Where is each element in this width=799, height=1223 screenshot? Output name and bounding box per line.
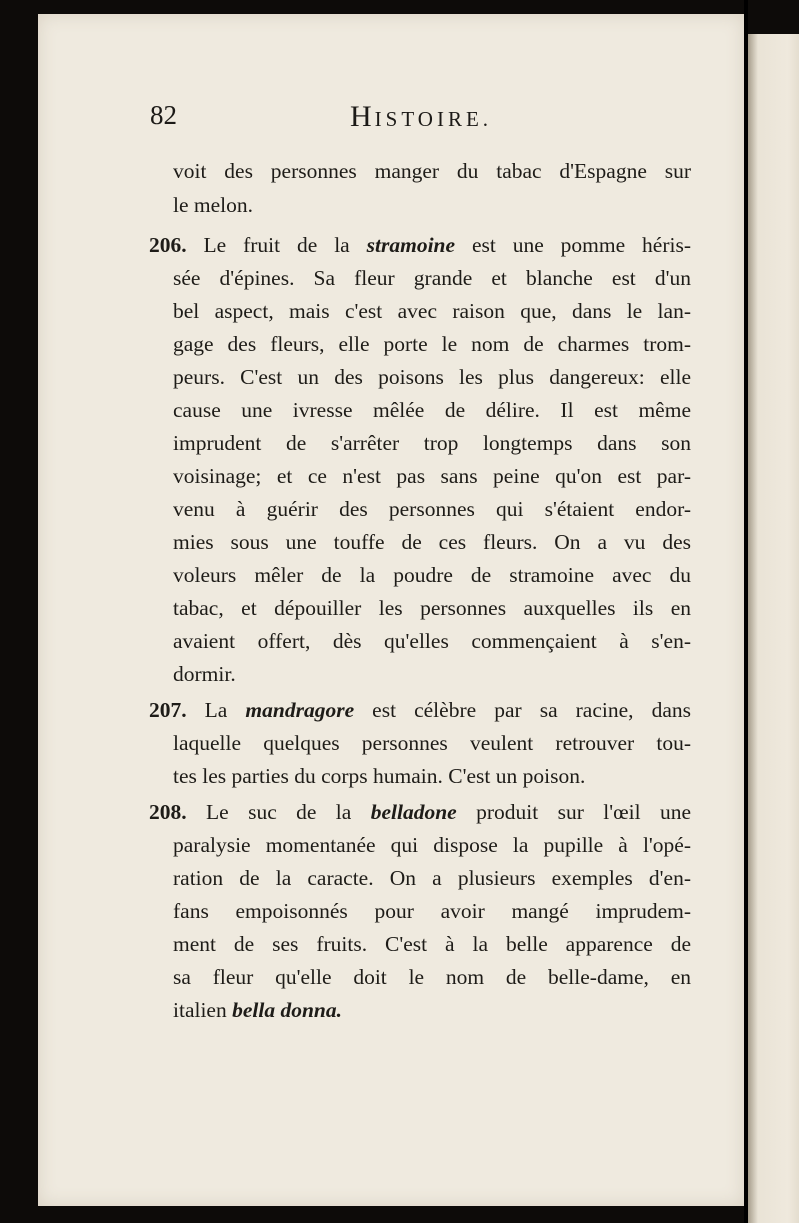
text-line: ration de la caracte. On a plusieurs exemples d'en- [173,866,691,890]
text-span: La [204,698,228,722]
text-line: gage des fleurs, elle porte le nom de charmes trom- [173,332,691,356]
text-span: produit sur l'œil une [476,800,692,824]
text-line: dormir. [173,662,236,686]
paragraph-number: 208. [149,800,187,824]
text-line: voisinage; et ce n'est pas sans peine qu'on est par- [173,464,691,488]
text-line: paralysie momentanée qui dispose la pupille à l'opé- [173,833,691,857]
text-span: Le fruit de la [203,233,350,257]
term-belladone: belladone [370,800,457,824]
text-line: bel aspect, mais c'est avec raison que, dans le lan- [173,299,691,323]
term-bella-donna: bella donna. [232,998,343,1022]
text-line: le melon. [173,193,254,217]
text-line: sa fleur qu'elle doit le nom de belle-dame, en [173,965,691,989]
text-line: avaient offert, dès qu'elles commençaient à s'en- [173,629,691,653]
text-line: voit des personnes manger du tabac d'Espagne sur [173,159,691,183]
text-line: ment de ses fruits. C'est à la belle apparence de [173,932,691,956]
text-line: cause une ivresse mêlée de délire. Il est même [173,398,691,422]
page-number: 82 [150,100,177,130]
text-span: italien [173,998,227,1022]
text-line: peurs. C'est un des poisons les plus dangereux: elle [173,365,691,389]
text-line: tes les parties du corps humain. C'est un poison. [173,764,586,788]
text-line: tabac, et dépouiller les personnes auxquelles ils en [173,596,691,620]
text-line: fans empoisonnés pour avoir mangé imprudem- [173,899,691,923]
text-line: venu à guérir des personnes qui s'étaient endor- [173,497,691,521]
term-mandragore: mandragore [245,698,355,722]
running-title-initial: H [350,100,375,133]
text-line: mies sous une touffe de ces fleurs. On a vu des [173,530,691,554]
text-span: est une pomme héris- [471,233,692,257]
text-line: voleurs mêler de la poudre de stramoine avec du [173,563,691,587]
text-span: Le suc de la [206,800,352,824]
text-line: imprudent de s'arrêter trop longtemps dans son [173,431,691,455]
paragraph-206-first-line [149,229,692,261]
text-line: sée d'épines. Sa fleur grande et blanche est d'un [173,266,691,290]
term-stramoine: stramoine [366,233,456,257]
text-line: laquelle quelques personnes veulent retrouver tou- [173,731,691,755]
paragraph-207-first-line [149,694,691,726]
paragraph-208-last-line [173,994,691,1026]
paragraph-number: 207. [149,698,187,722]
paragraph-number: 206. [149,233,187,257]
text-span: est célèbre par sa racine, dans [372,698,691,722]
paragraph-208-first-line [149,796,692,828]
running-title-rest: ISTOIRE. [374,107,493,131]
